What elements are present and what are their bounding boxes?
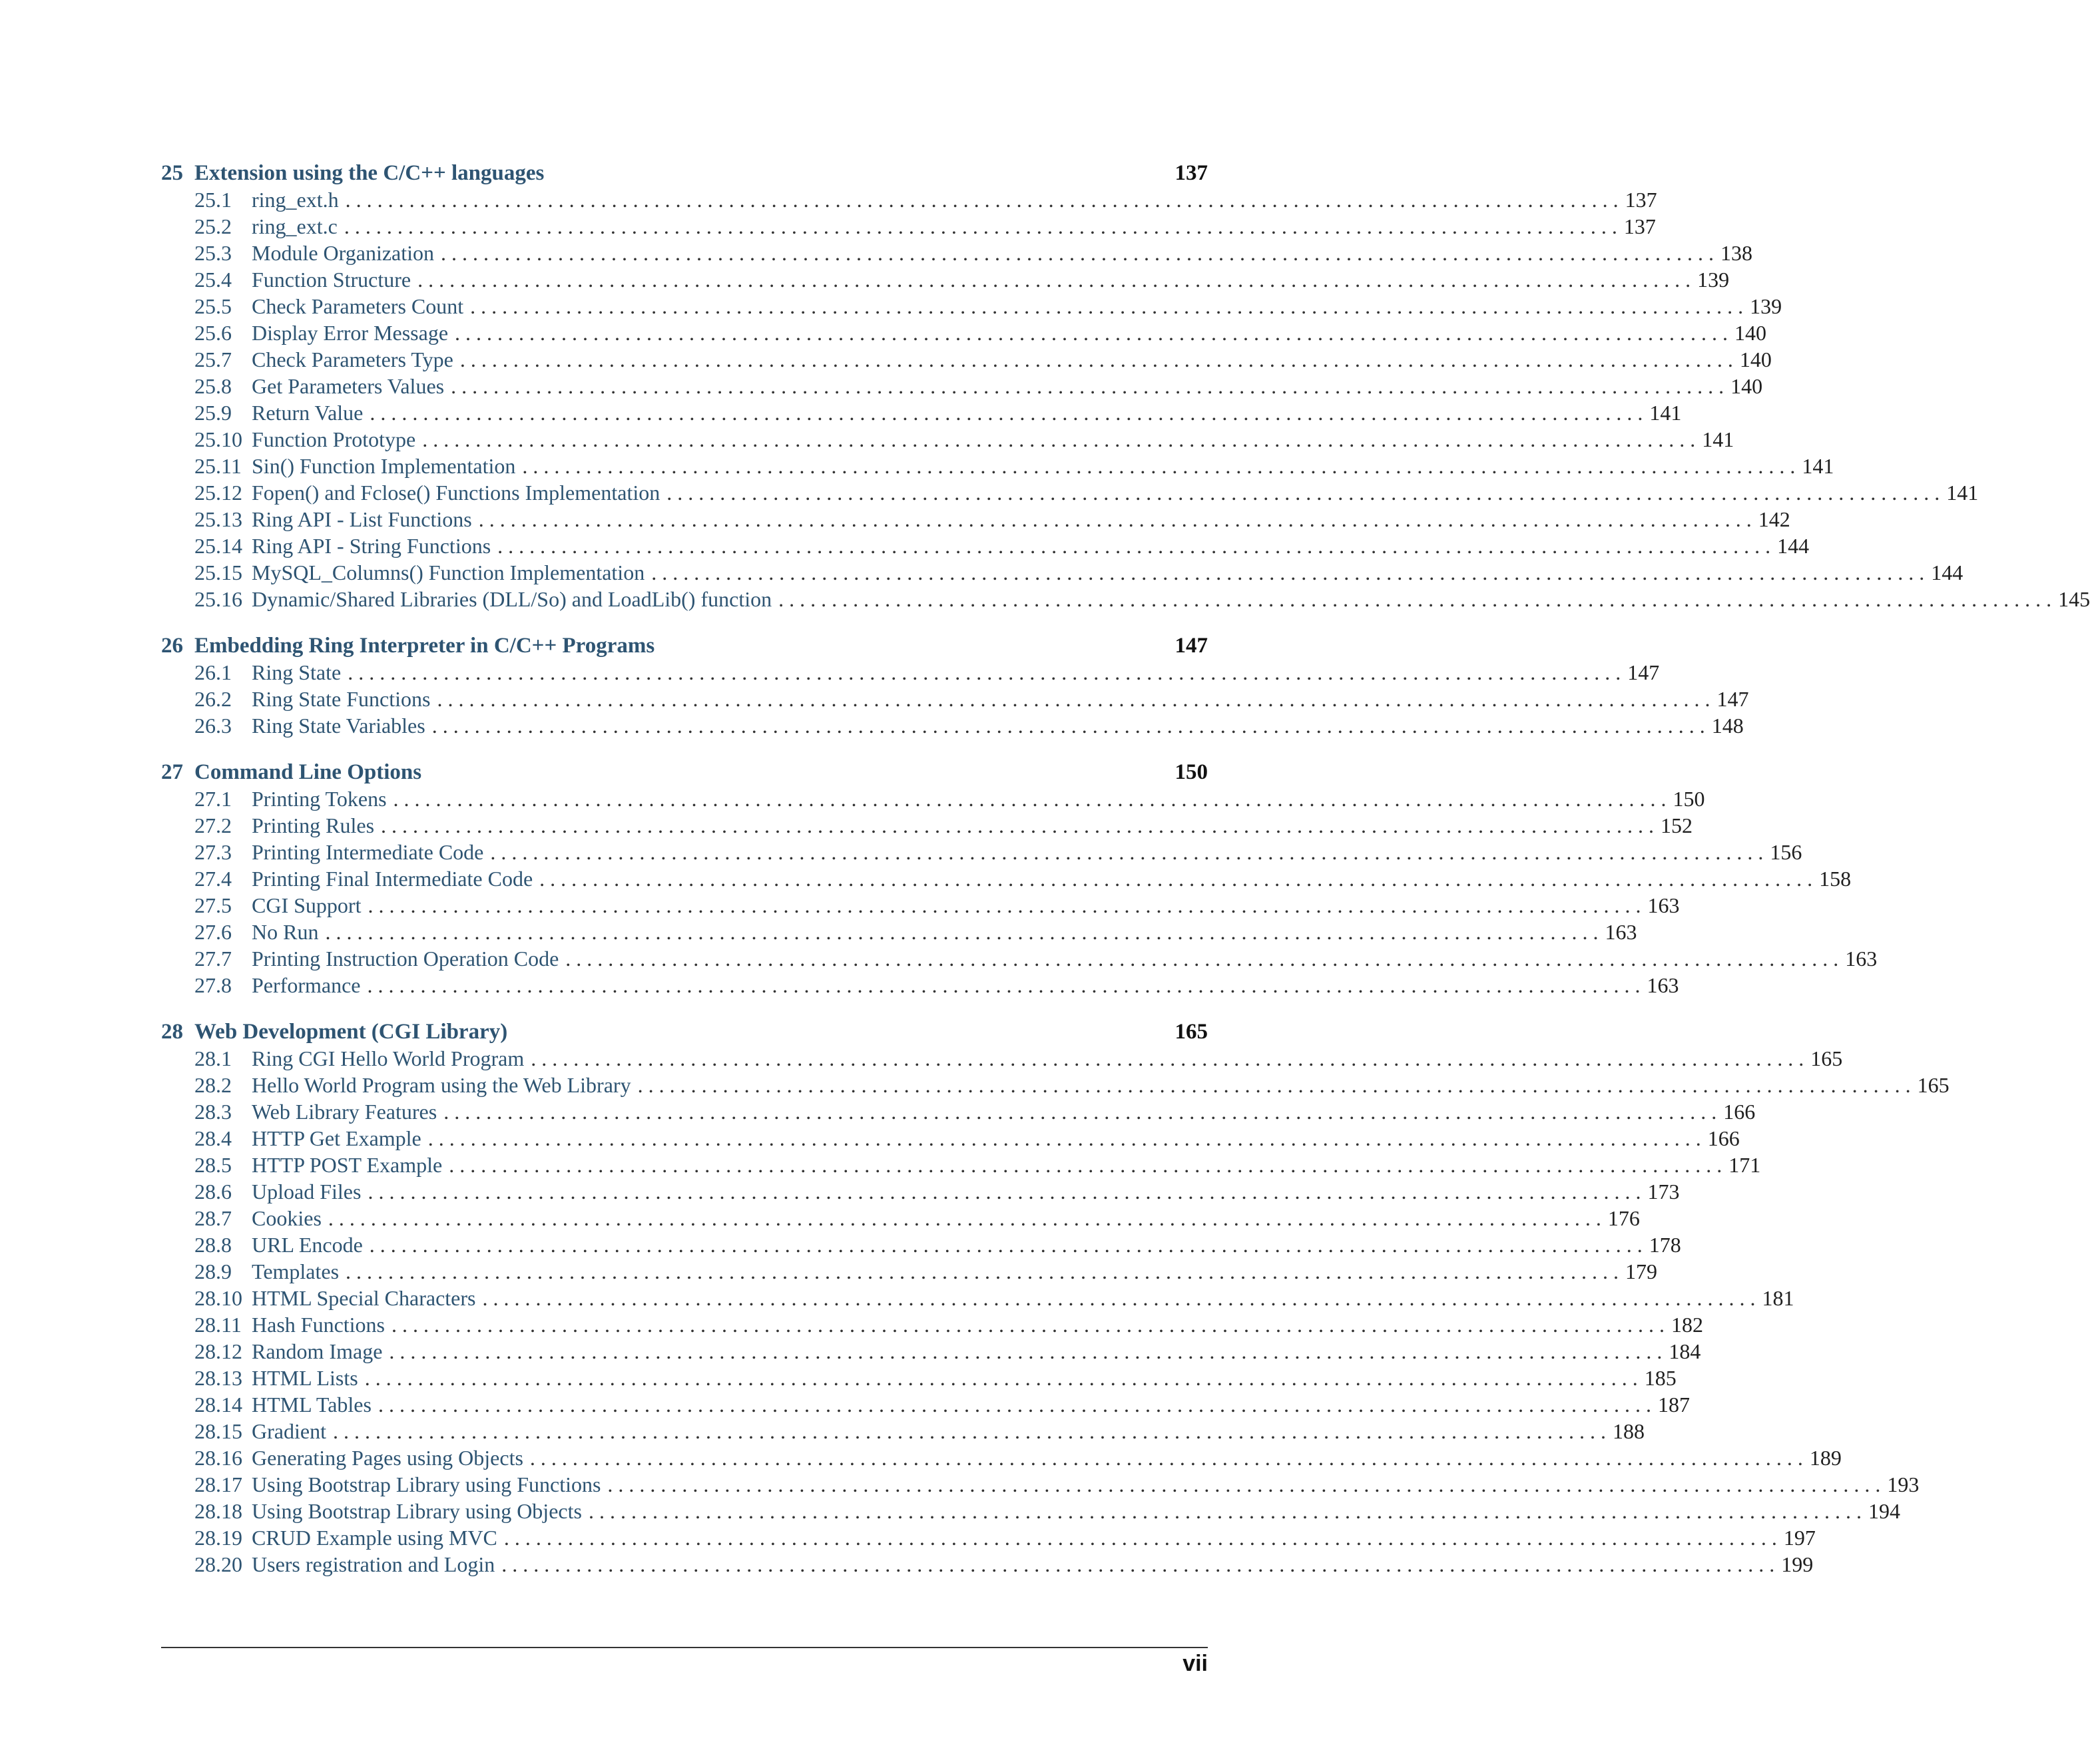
dot-leader: . . . . . . . . . . . . . . . . . . . . . . . . . . . . . . . . . . . . . . . . . . . . . . . . . . . . . . . . . . . . . . . . . . . . . . . . . . . . . . . . . . . . . . . . . . . . . . . . . . . . . . . . . . . . . . . . . . . . . . . .: [437, 687, 1710, 711]
chapter-number[interactable]: 25: [161, 161, 183, 185]
dot-leader: . . . . . . . . . . . . . . . . . . . . . . . . . . . . . . . . . . . . . . . . . . . . . . . . . . . . . . . . . . . . . . . . . . . . . . . . . . . . . . . . . . . . . . . . . . . . . . . . . . . . . . . . . . . . . . . . . . . . . . . .: [470, 294, 1744, 318]
section-number[interactable]: 25.3: [194, 241, 232, 265]
dot-leader: . . . . . . . . . . . . . . . . . . . . . . . . . . . . . . . . . . . . . . . . . . . . . . . . . . . . . . . . . . . . . . . . . . . . . . . . . . . . . . . . . . . . . . . . . . . . . . . . . . . . . . . . . . . . . . . . . . . . . . . .: [344, 214, 1617, 238]
section-number[interactable]: 27.2: [194, 813, 232, 837]
toc-section-entry[interactable]: [161, 1472, 1920, 1499]
toc-section-entry[interactable]: [161, 1100, 1756, 1126]
toc-section-entry[interactable]: [161, 1313, 1703, 1339]
dot-leader: . . . . . . . . . . . . . . . . . . . . . . . . . . . . . . . . . . . . . . . . . . . . . . . . . . . . . . . . . . . . . . . . . . . . . . . . . . . . . . . . . . . . . . . . . . . . . . . . . . . . . . . . . . . . . . . . . . . . . . . .: [348, 660, 1621, 684]
section-page-number: 152: [1661, 813, 1693, 837]
toc-section-entry[interactable]: [161, 1366, 1677, 1393]
section-number[interactable]: 28.3: [194, 1100, 232, 1124]
chapter-page-number: 150: [1175, 760, 1208, 784]
section-title-link[interactable]: Return Value: [252, 401, 364, 425]
section-title-link[interactable]: Sin() Function Implementation: [252, 454, 516, 478]
section-number[interactable]: 25.4: [194, 268, 232, 292]
section-page-number: 141: [1802, 454, 1834, 478]
toc-section-entry[interactable]: [161, 214, 1656, 241]
toc-section-entry[interactable]: [161, 787, 1705, 813]
dot-leader: . . . . . . . . . . . . . . . . . . . . . . . . . . . . . . . . . . . . . . . . . . . . . . . . . . . . . . . . . . . . . . . . . . . . . . . . . . . . . . . . . . . . . . . . . . . . . . . . . . . . . . . . . . . . . . . . . . . . . . . .: [478, 507, 1752, 531]
dot-leader: . . . . . . . . . . . . . . . . . . . . . . . . . . . . . . . . . . . . . . . . . . . . . . . . . . . . . . . . . . . . . . . . . . . . . . . . . . . . . . . . . . . . . . . . . . . . . . . . . . . . . . . . . . . . . . . . . . . . . . . .: [368, 1180, 1641, 1204]
section-title-link[interactable]: No Run: [252, 920, 319, 944]
toc-section-entry[interactable]: [161, 534, 1810, 560]
dot-leader: . . . . . . . . . . . . . . . . . . . . . . . . . . . . . . . . . . . . . . . . . . . . . . . . . . . . . . . . . . . . . . . . . . . . . . . . . . . . . . . . . . . . . . . . . . . . . . . . . . . . . . . . . . . . . . . . . . . . . . . .: [503, 1526, 1777, 1550]
section-title-link[interactable]: HTML Lists: [252, 1366, 358, 1390]
section-page-number: 194: [1868, 1499, 1900, 1523]
section-number[interactable]: 25.10: [194, 427, 242, 451]
section-title-link[interactable]: Check Parameters Type: [252, 347, 453, 371]
section-title-link[interactable]: Web Library Features: [252, 1100, 437, 1124]
toc-section-entry[interactable]: [161, 587, 2090, 614]
dot-leader: . . . . . . . . . . . . . . . . . . . . . . . . . . . . . . . . . . . . . . . . . . . . . . . . . . . . . . . . . . . . . . . . . . . . . . . . . . . . . . . . . . . . . . . . . . . . . . . . . . . . . . . . . . . . . . . . . . . . . . . .: [364, 1366, 1638, 1390]
section-title-link[interactable]: Ring API - String Functions: [252, 534, 491, 558]
toc-section-entry[interactable]: [161, 1206, 1640, 1233]
dot-leader: . . . . . . . . . . . . . . . . . . . . . . . . . . . . . . . . . . . . . . . . . . . . . . . . . . . . . . . . . . . . . . . . . . . . . . . . . . . . . . . . . . . . . . . . . . . . . . . . . . . . . . . . . . . . . . . . . . . . . . . .: [332, 1419, 1606, 1443]
section-number[interactable]: 28.17: [194, 1472, 242, 1496]
toc-section-entry[interactable]: [161, 1233, 1681, 1259]
section-number[interactable]: 28.19: [194, 1526, 242, 1550]
section-title-link[interactable]: Printing Final Intermediate Code: [252, 867, 533, 891]
dot-leader: . . . . . . . . . . . . . . . . . . . . . . . . . . . . . . . . . . . . . . . . . . . . . . . . . . . . . . . . . . . . . . . . . . . . . . . . . . . . . . . . . . . . . . . . . . . . . . . . . . . . . . . . . . . . . . . . . . . . . . . .: [345, 188, 1619, 212]
section-number[interactable]: 25.15: [194, 560, 242, 584]
section-page-number: 158: [1819, 867, 1852, 891]
section-number[interactable]: 28.11: [194, 1313, 242, 1337]
section-page-number: 137: [1623, 214, 1656, 238]
section-number[interactable]: 25.16: [194, 587, 242, 611]
section-page-number: 147: [1716, 687, 1749, 711]
table-of-contents: [161, 161, 2090, 1599]
dot-leader: . . . . . . . . . . . . . . . . . . . . . . . . . . . . . . . . . . . . . . . . . . . . . . . . . . . . . . . . . . . . . . . . . . . . . . . . . . . . . . . . . . . . . . . . . . . . . . . . . . . . . . . . . . . . . . . . . . . . . . . .: [588, 1499, 1862, 1523]
toc-section-entry[interactable]: [161, 188, 1657, 214]
dot-leader: . . . . . . . . . . . . . . . . . . . . . . . . . . . . . . . . . . . . . . . . . . . . . . . . . . . . . . . . . . . . . . . . . . . . . . . . . . . . . . . . . . . . . . . . . . . . . . . . . . . . . . . . . . . . . . . . . . . . . . . .: [392, 1313, 1665, 1337]
section-number[interactable]: 27.1: [194, 787, 232, 811]
section-number[interactable]: 25.2: [194, 214, 232, 238]
section-number[interactable]: 27.6: [194, 920, 232, 944]
dot-leader: . . . . . . . . . . . . . . . . . . . . . . . . . . . . . . . . . . . . . . . . . . . . . . . . . . . . . . . . . . . . . . . . . . . . . . . . . . . . . . . . . . . . . . . . . . . . . . . . . . . . . . . . . . . . . . . . . . . . . . . .: [539, 867, 1813, 891]
section-page-number: 185: [1644, 1366, 1677, 1390]
toc-section-entry[interactable]: [161, 920, 1637, 947]
section-page-number: 138: [1720, 241, 1753, 265]
dot-leader: . . . . . . . . . . . . . . . . . . . . . . . . . . . . . . . . . . . . . . . . . . . . . . . . . . . . . . . . . . . . . . . . . . . . . . . . . . . . . . . . . . . . . . . . . . . . . . . . . . . . . . . . . . . . . . . . . . . . . . . .: [431, 714, 1705, 738]
dot-leader: . . . . . . . . . . . . . . . . . . . . . . . . . . . . . . . . . . . . . . . . . . . . . . . . . . . . . . . . . . . . . . . . . . . . . . . . . . . . . . . . . . . . . . . . . . . . . . . . . . . . . . . . . . . . . . . . . . . . . . . .: [522, 454, 1796, 478]
section-title-link[interactable]: Ring State: [252, 660, 342, 684]
section-title-link[interactable]: MySQL_Columns() Function Implementation: [252, 560, 645, 584]
section-title-link[interactable]: HTTP Get Example: [252, 1126, 421, 1150]
chapter-title-link[interactable]: Web Development (CGI Library): [194, 1020, 508, 1044]
section-number[interactable]: 26.1: [194, 660, 232, 684]
section-page-number: 181: [1762, 1286, 1794, 1310]
section-number[interactable]: 28.4: [194, 1126, 232, 1150]
section-number[interactable]: 27.7: [194, 947, 232, 971]
toc-section-entry[interactable]: [161, 947, 1878, 973]
section-title-link[interactable]: Check Parameters Count: [252, 294, 464, 318]
dot-leader: . . . . . . . . . . . . . . . . . . . . . . . . . . . . . . . . . . . . . . . . . . . . . . . . . . . . . . . . . . . . . . . . . . . . . . . . . . . . . . . . . . . . . . . . . . . . . . . . . . . . . . . . . . . . . . . . . . . . . . . .: [325, 920, 1599, 944]
section-title-link[interactable]: Gradient: [252, 1419, 326, 1443]
section-page-number: 139: [1697, 268, 1730, 292]
toc-chapter-heading[interactable]: [161, 760, 1208, 787]
section-page-number: 197: [1783, 1526, 1816, 1550]
section-page-number: 139: [1750, 294, 1782, 318]
section-page-number: 173: [1647, 1180, 1680, 1204]
toc-section-entry[interactable]: [161, 427, 1734, 454]
section-page-number: 171: [1728, 1153, 1761, 1177]
section-page-number: 140: [1734, 321, 1767, 345]
section-page-number: 140: [1739, 347, 1772, 371]
toc-section-entry[interactable]: [161, 1286, 1794, 1313]
section-page-number: 142: [1758, 507, 1790, 531]
section-page-number: 166: [1707, 1126, 1740, 1150]
toc-section-entry[interactable]: [161, 1180, 1680, 1206]
section-number[interactable]: 25.11: [194, 454, 242, 478]
toc-section-entry[interactable]: [161, 560, 1963, 587]
toc-section-entry[interactable]: [161, 241, 1753, 268]
section-title-link[interactable]: HTML Tables: [252, 1393, 372, 1417]
section-page-number: 187: [1657, 1393, 1690, 1417]
section-title-link[interactable]: Using Bootstrap Library using Objects: [252, 1499, 582, 1523]
dot-leader: . . . . . . . . . . . . . . . . . . . . . . . . . . . . . . . . . . . . . . . . . . . . . . . . . . . . . . . . . . . . . . . . . . . . . . . . . . . . . . . . . . . . . . . . . . . . . . . . . . . . . . . . . . . . . . . . . . . . . . . .: [443, 1100, 1717, 1124]
section-number[interactable]: 28.8: [194, 1233, 232, 1257]
section-number[interactable]: 25.12: [194, 481, 242, 505]
section-title-link[interactable]: Printing Instruction Operation Code: [252, 947, 559, 971]
section-page-number: 163: [1605, 920, 1637, 944]
section-title-link[interactable]: Printing Tokens: [252, 787, 387, 811]
page-number: vii: [1182, 1651, 1208, 1676]
section-number[interactable]: 28.14: [194, 1393, 242, 1417]
section-number[interactable]: 28.10: [194, 1286, 242, 1310]
toc-section-entry[interactable]: [161, 507, 1790, 534]
section-title-link[interactable]: Generating Pages using Objects: [252, 1446, 523, 1470]
section-page-number: 156: [1770, 840, 1802, 864]
section-page-number: 184: [1669, 1339, 1701, 1363]
section-title-link[interactable]: CRUD Example using MVC: [252, 1526, 497, 1550]
dot-leader: . . . . . . . . . . . . . . . . . . . . . . . . . . . . . . . . . . . . . . . . . . . . . . . . . . . . . . . . . . . . . . . . . . . . . . . . . . . . . . . . . . . . . . . . . . . . . . . . . . . . . . . . . . . . . . . . . . . . . . . .: [393, 787, 1667, 811]
toc-chapter: [161, 1020, 1950, 1579]
dot-leader: . . . . . . . . . . . . . . . . . . . . . . . . . . . . . . . . . . . . . . . . . . . . . . . . . . . . . . . . . . . . . . . . . . . . . . . . . . . . . . . . . . . . . . . . . . . . . . . . . . . . . . . . . . . . . . . . . . . . . . . .: [370, 401, 1643, 425]
section-title-link[interactable]: CGI Support: [252, 893, 362, 917]
toc-section-entry[interactable]: [161, 813, 1693, 840]
section-page-number: 140: [1730, 374, 1763, 398]
section-number[interactable]: 27.4: [194, 867, 232, 891]
section-title-link[interactable]: Ring API - List Functions: [252, 507, 472, 531]
dot-leader: . . . . . . . . . . . . . . . . . . . . . . . . . . . . . . . . . . . . . . . . . . . . . . . . . . . . . . . . . . . . . . . . . . . . . . . . . . . . . . . . . . . . . . . . . . . . . . . . . . . . . . . . . . . . . . . . . . . . . . . .: [367, 973, 1641, 997]
section-title-link[interactable]: Ring State Functions: [252, 687, 431, 711]
section-number[interactable]: 25.5: [194, 294, 232, 318]
section-title-link[interactable]: URL Encode: [252, 1233, 363, 1257]
section-title-link[interactable]: Upload Files: [252, 1180, 362, 1204]
dot-leader: . . . . . . . . . . . . . . . . . . . . . . . . . . . . . . . . . . . . . . . . . . . . . . . . . . . . . . . . . . . . . . . . . . . . . . . . . . . . . . . . . . . . . . . . . . . . . . . . . . . . . . . . . . . . . . . . . . . . . . . .: [328, 1206, 1601, 1230]
chapter-page-number: 165: [1175, 1020, 1208, 1044]
toc-section-entry[interactable]: [161, 1499, 1900, 1526]
chapter-title-link[interactable]: Embedding Ring Interpreter in C/C++ Programs: [194, 634, 655, 658]
dot-leader: . . . . . . . . . . . . . . . . . . . . . . . . . . . . . . . . . . . . . . . . . . . . . . . . . . . . . . . . . . . . . . . . . . . . . . . . . . . . . . . . . . . . . . . . . . . . . . . . . . . . . . . . . . . . . . . . . . . . . . . .: [778, 587, 2052, 611]
dot-leader: . . . . . . . . . . . . . . . . . . . . . . . . . . . . . . . . . . . . . . . . . . . . . . . . . . . . . . . . . . . . . . . . . . . . . . . . . . . . . . . . . . . . . . . . . . . . . . . . . . . . . . . . . . . . . . . . . . . . . . . .: [381, 813, 1655, 837]
toc-section-entry[interactable]: [161, 893, 1680, 920]
toc-section-entry[interactable]: [161, 374, 1763, 401]
dot-leader: . . . . . . . . . . . . . . . . . . . . . . . . . . . . . . . . . . . . . . . . . . . . . . . . . . . . . . . . . . . . . . . . . . . . . . . . . . . . . . . . . . . . . . . . . . . . . . . . . . . . . . . . . . . . . . . . . . . . . . . .: [451, 374, 1724, 398]
section-page-number: 182: [1671, 1313, 1703, 1337]
section-title-link[interactable]: Display Error Message: [252, 321, 449, 345]
section-number[interactable]: 28.13: [194, 1366, 242, 1390]
section-page-number: 148: [1711, 714, 1744, 738]
chapter-number[interactable]: 27: [161, 760, 183, 784]
section-number[interactable]: 28.15: [194, 1419, 242, 1443]
section-title-link[interactable]: Using Bootstrap Library using Functions: [252, 1472, 601, 1496]
toc-section-entry[interactable]: [161, 1153, 1761, 1180]
toc-chapter: [161, 161, 2090, 614]
toc-section-entry[interactable]: [161, 1552, 1814, 1579]
section-page-number: 176: [1607, 1206, 1640, 1230]
section-number[interactable]: 26.2: [194, 687, 232, 711]
dot-leader: . . . . . . . . . . . . . . . . . . . . . . . . . . . . . . . . . . . . . . . . . . . . . . . . . . . . . . . . . . . . . . . . . . . . . . . . . . . . . . . . . . . . . . . . . . . . . . . . . . . . . . . . . . . . . . . . . . . . . . . .: [666, 481, 1940, 505]
dot-leader: . . . . . . . . . . . . . . . . . . . . . . . . . . . . . . . . . . . . . . . . . . . . . . . . . . . . . . . . . . . . . . . . . . . . . . . . . . . . . . . . . . . . . . . . . . . . . . . . . . . . . . . . . . . . . . . . . . . . . . . .: [378, 1393, 1651, 1417]
dot-leader: . . . . . . . . . . . . . . . . . . . . . . . . . . . . . . . . . . . . . . . . . . . . . . . . . . . . . . . . . . . . . . . . . . . . . . . . . . . . . . . . . . . . . . . . . . . . . . . . . . . . . . . . . . . . . . . . . . . . . . . .: [455, 321, 1728, 345]
toc-section-entry[interactable]: [161, 1446, 1842, 1472]
toc-section-entry[interactable]: [161, 1126, 1740, 1153]
section-page-number: 150: [1673, 787, 1705, 811]
section-page-number: 189: [1809, 1446, 1842, 1470]
toc-section-entry[interactable]: [161, 1526, 1816, 1552]
toc-section-entry[interactable]: [161, 840, 1802, 867]
toc-chapter-heading[interactable]: [161, 1020, 1208, 1046]
toc-section-entry[interactable]: [161, 660, 1660, 687]
section-number[interactable]: 28.9: [194, 1259, 232, 1283]
section-page-number: 144: [1931, 560, 1963, 584]
chapter-page-number: 137: [1175, 161, 1208, 185]
chapter-title-link[interactable]: Extension using the C/C++ languages: [194, 161, 545, 185]
dot-leader: . . . . . . . . . . . . . . . . . . . . . . . . . . . . . . . . . . . . . . . . . . . . . . . . . . . . . . . . . . . . . . . . . . . . . . . . . . . . . . . . . . . . . . . . . . . . . . . . . . . . . . . . . . . . . . . . . . . . . . . .: [417, 268, 1691, 292]
section-title-link[interactable]: Function Structure: [252, 268, 411, 292]
dot-leader: . . . . . . . . . . . . . . . . . . . . . . . . . . . . . . . . . . . . . . . . . . . . . . . . . . . . . . . . . . . . . . . . . . . . . . . . . . . . . . . . . . . . . . . . . . . . . . . . . . . . . . . . . . . . . . . . . . . . . . . .: [531, 1046, 1804, 1070]
dot-leader: . . . . . . . . . . . . . . . . . . . . . . . . . . . . . . . . . . . . . . . . . . . . . . . . . . . . . . . . . . . . . . . . . . . . . . . . . . . . . . . . . . . . . . . . . . . . . . . . . . . . . . . . . . . . . . . . . . . . . . . .: [441, 241, 1714, 265]
toc-section-entry[interactable]: [161, 454, 1834, 481]
toc-chapter: [161, 634, 1749, 740]
section-number[interactable]: 25.8: [194, 374, 232, 398]
section-page-number: 165: [1810, 1046, 1843, 1070]
toc-section-entry[interactable]: [161, 1419, 1645, 1446]
section-title-link[interactable]: Ring State Variables: [252, 714, 425, 738]
section-title-link[interactable]: Printing Intermediate Code: [252, 840, 484, 864]
section-number[interactable]: 28.16: [194, 1446, 242, 1470]
section-title-link[interactable]: Fopen() and Fclose() Functions Implementation: [252, 481, 660, 505]
section-page-number: 137: [1625, 188, 1657, 212]
toc-section-entry[interactable]: [161, 714, 1744, 740]
section-number[interactable]: 25.13: [194, 507, 242, 531]
section-title-link[interactable]: Dynamic/Shared Libraries (DLL/So) and LoadLib() function: [252, 587, 772, 611]
section-title-link[interactable]: HTTP POST Example: [252, 1153, 443, 1177]
section-title-link[interactable]: Hash Functions: [252, 1313, 385, 1337]
section-page-number: 144: [1777, 534, 1810, 558]
section-number[interactable]: 28.6: [194, 1180, 232, 1204]
dot-leader: . . . . . . . . . . . . . . . . . . . . . . . . . . . . . . . . . . . . . . . . . . . . . . . . . . . . . . . . . . . . . . . . . . . . . . . . . . . . . . . . . . . . . . . . . . . . . . . . . . . . . . . . . . . . . . . . . . . . . . . .: [449, 1153, 1722, 1177]
dot-leader: . . . . . . . . . . . . . . . . . . . . . . . . . . . . . . . . . . . . . . . . . . . . . . . . . . . . . . . . . . . . . . . . . . . . . . . . . . . . . . . . . . . . . . . . . . . . . . . . . . . . . . . . . . . . . . . . . . . . . . . .: [369, 1233, 1643, 1257]
toc-section-entry[interactable]: [161, 481, 1979, 507]
section-number[interactable]: 27.5: [194, 893, 232, 917]
chapter-number[interactable]: 28: [161, 1020, 183, 1044]
dot-leader: . . . . . . . . . . . . . . . . . . . . . . . . . . . . . . . . . . . . . . . . . . . . . . . . . . . . . . . . . . . . . . . . . . . . . . . . . . . . . . . . . . . . . . . . . . . . . . . . . . . . . . . . . . . . . . . . . . . . . . . .: [637, 1073, 1911, 1097]
toc-section-entry[interactable]: [161, 1339, 1701, 1366]
section-title-link[interactable]: Performance: [252, 973, 361, 997]
dot-leader: . . . . . . . . . . . . . . . . . . . . . . . . . . . . . . . . . . . . . . . . . . . . . . . . . . . . . . . . . . . . . . . . . . . . . . . . . . . . . . . . . . . . . . . . . . . . . . . . . . . . . . . . . . . . . . . . . . . . . . . .: [368, 893, 1641, 917]
dot-leader: . . . . . . . . . . . . . . . . . . . . . . . . . . . . . . . . . . . . . . . . . . . . . . . . . . . . . . . . . . . . . . . . . . . . . . . . . . . . . . . . . . . . . . . . . . . . . . . . . . . . . . . . . . . . . . . . . . . . . . . .: [482, 1286, 1756, 1310]
section-title-link[interactable]: ring_ext.h: [252, 188, 339, 212]
toc-section-entry[interactable]: [161, 973, 1679, 1000]
chapter-number[interactable]: 26: [161, 634, 183, 658]
dot-leader: . . . . . . . . . . . . . . . . . . . . . . . . . . . . . . . . . . . . . . . . . . . . . . . . . . . . . . . . . . . . . . . . . . . . . . . . . . . . . . . . . . . . . . . . . . . . . . . . . . . . . . . . . . . . . . . . . . . . . . . .: [607, 1472, 1881, 1496]
chapter-title-link[interactable]: Command Line Options: [194, 760, 422, 784]
section-number[interactable]: 28.7: [194, 1206, 232, 1230]
toc-section-entry[interactable]: [161, 268, 1730, 294]
section-page-number: 188: [1612, 1419, 1645, 1443]
section-title-link[interactable]: ring_ext.c: [252, 214, 338, 238]
toc-section-entry[interactable]: [161, 687, 1749, 714]
section-page-number: 145: [2058, 587, 2090, 611]
section-number[interactable]: 28.2: [194, 1073, 232, 1097]
chapter-page-number: 147: [1175, 634, 1208, 658]
dot-leader: . . . . . . . . . . . . . . . . . . . . . . . . . . . . . . . . . . . . . . . . . . . . . . . . . . . . . . . . . . . . . . . . . . . . . . . . . . . . . . . . . . . . . . . . . . . . . . . . . . . . . . . . . . . . . . . . . . . . . . . .: [651, 560, 1925, 584]
dot-leader: . . . . . . . . . . . . . . . . . . . . . . . . . . . . . . . . . . . . . . . . . . . . . . . . . . . . . . . . . . . . . . . . . . . . . . . . . . . . . . . . . . . . . . . . . . . . . . . . . . . . . . . . . . . . . . . . . . . . . . . .: [529, 1446, 1803, 1470]
dot-leader: . . . . . . . . . . . . . . . . . . . . . . . . . . . . . . . . . . . . . . . . . . . . . . . . . . . . . . . . . . . . . . . . . . . . . . . . . . . . . . . . . . . . . . . . . . . . . . . . . . . . . . . . . . . . . . . . . . . . . . . .: [389, 1339, 1663, 1363]
dot-leader: . . . . . . . . . . . . . . . . . . . . . . . . . . . . . . . . . . . . . . . . . . . . . . . . . . . . . . . . . . . . . . . . . . . . . . . . . . . . . . . . . . . . . . . . . . . . . . . . . . . . . . . . . . . . . . . . . . . . . . . .: [459, 347, 1733, 371]
section-number[interactable]: 25.6: [194, 321, 232, 345]
section-title-link[interactable]: Cookies: [252, 1206, 322, 1230]
section-page-number: 163: [1647, 893, 1680, 917]
section-page-number: 166: [1723, 1100, 1756, 1124]
dot-leader: . . . . . . . . . . . . . . . . . . . . . . . . . . . . . . . . . . . . . . . . . . . . . . . . . . . . . . . . . . . . . . . . . . . . . . . . . . . . . . . . . . . . . . . . . . . . . . . . . . . . . . . . . . . . . . . . . . . . . . . .: [501, 1552, 1775, 1576]
section-page-number: 193: [1887, 1472, 1920, 1496]
section-title-link[interactable]: Function Prototype: [252, 427, 416, 451]
footer-rule: [161, 1647, 1208, 1648]
section-number[interactable]: 28.12: [194, 1339, 242, 1363]
section-title-link[interactable]: Templates: [252, 1259, 340, 1283]
toc-section-entry[interactable]: [161, 401, 1682, 427]
section-number[interactable]: 25.14: [194, 534, 242, 558]
section-title-link[interactable]: Users registration and Login: [252, 1552, 495, 1576]
section-page-number: 141: [1702, 427, 1734, 451]
dot-leader: . . . . . . . . . . . . . . . . . . . . . . . . . . . . . . . . . . . . . . . . . . . . . . . . . . . . . . . . . . . . . . . . . . . . . . . . . . . . . . . . . . . . . . . . . . . . . . . . . . . . . . . . . . . . . . . . . . . . . . . .: [422, 427, 1696, 451]
section-title-link[interactable]: Hello World Program using the Web Library: [252, 1073, 631, 1097]
dot-leader: . . . . . . . . . . . . . . . . . . . . . . . . . . . . . . . . . . . . . . . . . . . . . . . . . . . . . . . . . . . . . . . . . . . . . . . . . . . . . . . . . . . . . . . . . . . . . . . . . . . . . . . . . . . . . . . . . . . . . . . .: [346, 1259, 1619, 1283]
section-page-number: 147: [1627, 660, 1660, 684]
section-number[interactable]: 28.18: [194, 1499, 242, 1523]
toc-section-entry[interactable]: [161, 1073, 1950, 1100]
dot-leader: . . . . . . . . . . . . . . . . . . . . . . . . . . . . . . . . . . . . . . . . . . . . . . . . . . . . . . . . . . . . . . . . . . . . . . . . . . . . . . . . . . . . . . . . . . . . . . . . . . . . . . . . . . . . . . . . . . . . . . . .: [490, 840, 1764, 864]
section-number[interactable]: 28.1: [194, 1046, 232, 1070]
toc-section-entry[interactable]: [161, 1046, 1843, 1073]
toc-section-entry[interactable]: [161, 347, 1772, 374]
toc-chapter-heading[interactable]: [161, 634, 1208, 660]
section-title-link[interactable]: Printing Rules: [252, 813, 375, 837]
dot-leader: . . . . . . . . . . . . . . . . . . . . . . . . . . . . . . . . . . . . . . . . . . . . . . . . . . . . . . . . . . . . . . . . . . . . . . . . . . . . . . . . . . . . . . . . . . . . . . . . . . . . . . . . . . . . . . . . . . . . . . . .: [427, 1126, 1701, 1150]
section-page-number: 165: [1917, 1073, 1950, 1097]
toc-section-entry[interactable]: [161, 1259, 1658, 1286]
section-title-link[interactable]: Module Organization: [252, 241, 435, 265]
section-number[interactable]: 25.7: [194, 347, 232, 371]
section-title-link[interactable]: Ring CGI Hello World Program: [252, 1046, 525, 1070]
section-number[interactable]: 25.9: [194, 401, 232, 425]
section-number[interactable]: 25.1: [194, 188, 232, 212]
dot-leader: . . . . . . . . . . . . . . . . . . . . . . . . . . . . . . . . . . . . . . . . . . . . . . . . . . . . . . . . . . . . . . . . . . . . . . . . . . . . . . . . . . . . . . . . . . . . . . . . . . . . . . . . . . . . . . . . . . . . . . . .: [565, 947, 1839, 971]
toc-chapter: [161, 760, 1878, 1000]
toc-section-entry[interactable]: [161, 294, 1782, 321]
section-page-number: 179: [1625, 1259, 1658, 1283]
section-title-link[interactable]: HTML Special Characters: [252, 1286, 476, 1310]
toc-section-entry[interactable]: [161, 1393, 1690, 1419]
section-title-link[interactable]: Random Image: [252, 1339, 383, 1363]
toc-section-entry[interactable]: [161, 321, 1767, 347]
toc-section-entry[interactable]: [161, 867, 1852, 893]
section-page-number: 178: [1649, 1233, 1681, 1257]
section-page-number: 163: [1845, 947, 1878, 971]
section-number[interactable]: 26.3: [194, 714, 232, 738]
section-number[interactable]: 27.3: [194, 840, 232, 864]
section-page-number: 163: [1647, 973, 1679, 997]
section-number[interactable]: 27.8: [194, 973, 232, 997]
section-number[interactable]: 28.5: [194, 1153, 232, 1177]
section-page-number: 199: [1781, 1552, 1814, 1576]
section-title-link[interactable]: Get Parameters Values: [252, 374, 445, 398]
section-page-number: 141: [1649, 401, 1682, 425]
dot-leader: . . . . . . . . . . . . . . . . . . . . . . . . . . . . . . . . . . . . . . . . . . . . . . . . . . . . . . . . . . . . . . . . . . . . . . . . . . . . . . . . . . . . . . . . . . . . . . . . . . . . . . . . . . . . . . . . . . . . . . . .: [497, 534, 1771, 558]
section-number[interactable]: 28.20: [194, 1552, 242, 1576]
section-page-number: 141: [1946, 481, 1979, 505]
toc-chapter-heading[interactable]: [161, 161, 1208, 188]
